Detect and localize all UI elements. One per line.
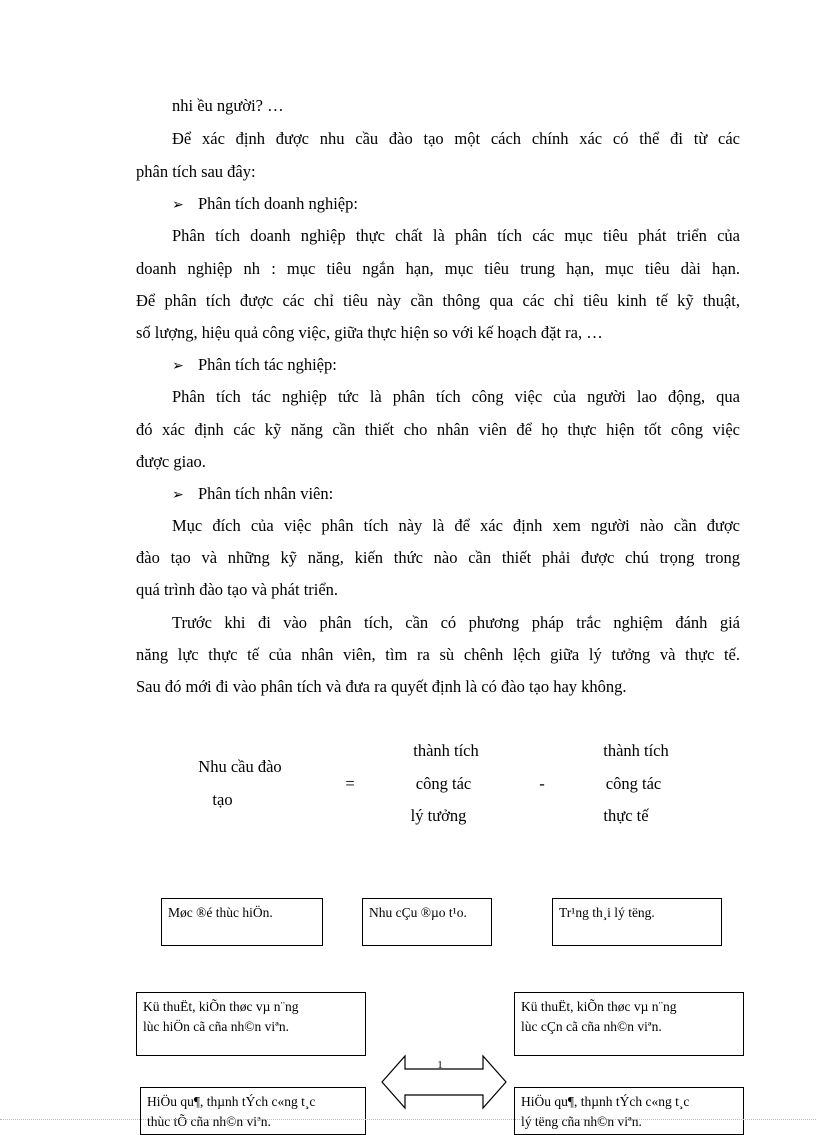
text-line: số lượng, hiệu quả công việc, giữa thực hiện so với kế hoạch đặt ra, … <box>136 323 603 342</box>
box-training-needs: Nhu cÇu ®µo t¹o. <box>362 898 492 946</box>
box-ideal-performance-line1: HiÖu qu¶, thµnh tÝch c«ng t¸c <box>521 1094 690 1109</box>
text-line: quá trình đào tạo và phát triển. <box>136 580 339 599</box>
text-line: năng lực thực tế của nhân viên, tìm ra sù chênh lệch giữa lý tưởng và thực tế. <box>136 645 740 664</box>
bullet-item <box>172 194 358 216</box>
box-actual-performance <box>140 1087 366 1135</box>
formula-term1-line3: lý tưởng <box>410 806 467 825</box>
bullet-item <box>172 484 333 506</box>
text-line: nhi ều người? … <box>172 96 284 115</box>
formula-term1-line1: thành tích <box>413 741 479 760</box>
bullet-arrow-icon: ➢ <box>172 198 184 213</box>
bullet-label: Phân tích nhân viên: <box>198 484 334 503</box>
formula-term2-line3: thực tế <box>603 806 649 825</box>
text-line: đó xác định các kỹ năng cần thiết cho nhân viên để họ thực hiện tốt công việc <box>136 420 740 439</box>
formula-lhs-line2: tạo <box>212 790 233 809</box>
text-line: đào tạo và những kỹ năng, kiến thức nào cần thiết phải được chú trọng trong <box>136 548 740 567</box>
box-current-skills-line2: lùc hiÖn cã cña nh©n viªn. <box>143 1019 289 1034</box>
formula-minus: - <box>539 774 545 793</box>
text-line: doanh nghiệp nh : mục tiêu ngắn hạn, mục tiêu trung hạn, mục tiêu dài hạn. <box>136 259 740 278</box>
box-actual-performance-line2: thùc tÕ cña nh©n viªn. <box>147 1114 271 1129</box>
bullet-label: Phân tích tác nghiệp: <box>198 355 337 374</box>
text-line: Phân tích doanh nghiệp thực chất là phân tích các mục tiêu phát triển của <box>172 226 740 245</box>
formula-term2-line2: công tác <box>605 774 662 793</box>
text-line: Trước khi đi vào phân tích, cần có phương pháp trắc nghiệm đánh giá <box>172 613 740 632</box>
bullet-arrow-icon: ➢ <box>172 359 184 374</box>
page-bottom-divider <box>0 1119 816 1121</box>
box-current-skills-line1: Kü thuËt, kiÕn thøc vµ n¨ng <box>143 999 299 1014</box>
box-required-skills-line2: lùc cÇn cã cña nh©n viªn. <box>521 1019 662 1034</box>
box-required-skills-line1: Kü thuËt, kiÕn thøc vµ n¨ng <box>521 999 677 1014</box>
text-line: Để phân tích được các chỉ tiêu này cần thông qua các chỉ tiêu kinh tế kỹ thuật, <box>136 291 740 310</box>
bullet-item <box>172 355 337 377</box>
box-ideal-state: Tr¹ng th¸i lý tëng. <box>552 898 722 946</box>
text-line: Sau đó mới đi vào phân tích và đưa ra quyết định là có đào tạo hay không. <box>136 677 627 696</box>
text-line: phân tích sau đây: <box>136 162 256 181</box>
text-line: Để xác định được nhu cầu đào tạo một cách chính xác có thể đi từ các <box>172 129 740 148</box>
formula-lhs-line1: Nhu cầu đào <box>198 757 282 776</box>
text-line: Mục đích của việc phân tích này là để xác định xem người nào cần được <box>172 516 740 535</box>
box-actual-performance-line1: HiÖu qu¶, thµnh tÝch c«ng t¸c <box>147 1094 316 1109</box>
formula-term1-line2: công tác <box>415 774 472 793</box>
box-required-skills <box>514 992 744 1056</box>
bullet-label: Phân tích doanh nghiệp: <box>198 194 358 213</box>
box-ideal-performance <box>514 1087 744 1135</box>
text-line: Phân tích tác nghiệp tức là phân tích công việc của người lao động, qua <box>172 387 740 406</box>
formula-equals: = <box>345 774 355 793</box>
bullet-arrow-icon: ➢ <box>172 488 184 503</box>
box-performance-level: Møc ®é thùc hiÖn. <box>161 898 323 946</box>
text-line: được giao. <box>136 452 206 471</box>
arrow-label: 1 <box>437 1059 443 1071</box>
box-ideal-performance-line2: lý tëng cña nh©n viªn. <box>521 1114 642 1129</box>
formula-term2-line1: thành tích <box>603 741 669 760</box>
box-current-skills <box>136 992 366 1056</box>
